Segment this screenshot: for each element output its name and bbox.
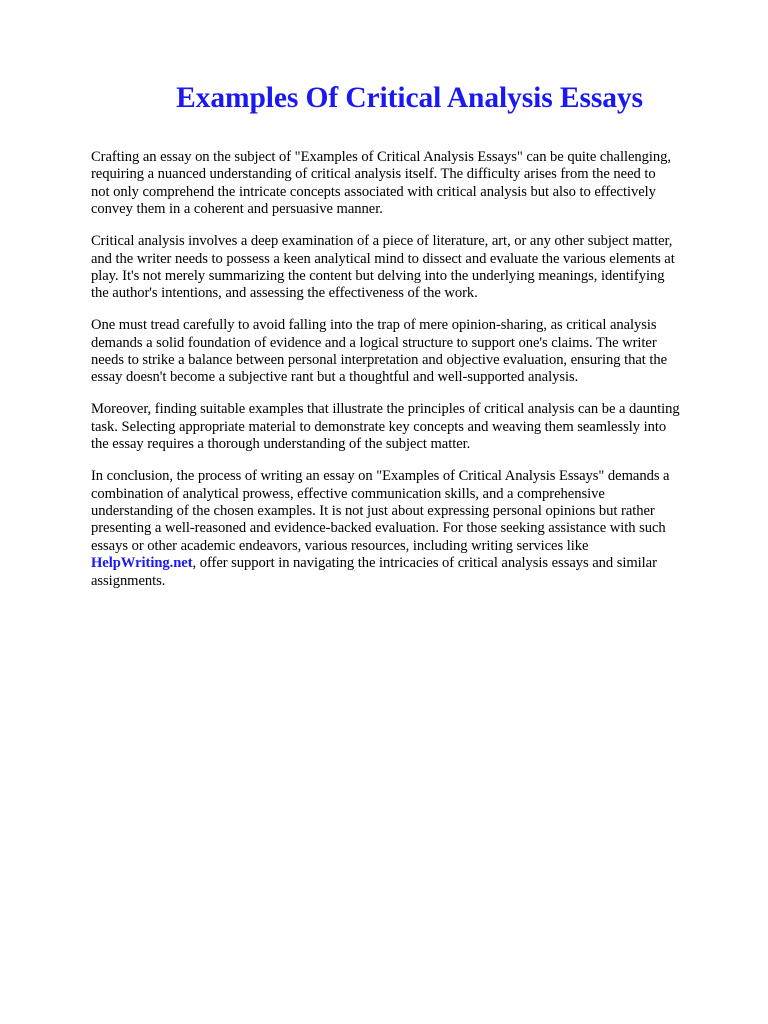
text-line: assignments. (91, 572, 166, 589)
text-line: One must tread carefully to avoid falling into the trap of mere opinion-sharing, as critical analysis (91, 317, 657, 334)
paragraph-4 (91, 401, 753, 453)
helpwriting-link[interactable]: HelpWriting.net (91, 555, 193, 572)
text-line: task. Selecting appropriate material to demonstrate key concepts and weaving them seamlessly into (91, 418, 667, 435)
text-line: demands a solid foundation of evidence and a logical structure to support one's claims. The writer (91, 334, 657, 351)
paragraph-conclusion (91, 468, 753, 590)
link-trailing-text: , offer support in navigating the intricacies of critical analysis essays and similar (192, 555, 657, 572)
text-line: Critical analysis involves a deep examination of a piece of literature, art, or any other subject matter, (91, 233, 673, 250)
paragraph-1 (91, 149, 753, 219)
text-line: the essay requires a thorough understanding of the subject matter. (91, 436, 471, 453)
text-line: requiring a nuanced understanding of critical analysis itself. The difficulty arises from the need to (91, 166, 656, 183)
text-line: Crafting an essay on the subject of "Examples of Critical Analysis Essays" can be quite challenging, (91, 149, 671, 165)
text-line: essay doesn't become a subjective rant but a thoughtful and well-supported analysis. (91, 369, 579, 386)
text-line: play. It's not merely summarizing the content but delving into the underlying meanings, identifying (91, 267, 665, 284)
text-line: presenting a well-reasoned and evidence-backed evaluation. For those seeking assistance with such (91, 520, 666, 537)
text-line: Moreover, finding suitable examples that illustrate the principles of critical analysis can be a daunting (91, 401, 680, 418)
text-line: needs to strike a balance between personal interpretation and objective evaluation, ensuring that the (91, 352, 668, 369)
text-line: and the writer needs to possess a keen analytical mind to dissect and evaluate the various elements at (91, 250, 675, 267)
text-line: not only comprehend the intricate concepts associated with critical analysis but also to effectively (91, 183, 656, 200)
page-title: Examples Of Critical Analysis Essays (176, 82, 643, 114)
text-line: combination of analytical prowess, effective communication skills, and a comprehensive (91, 485, 605, 502)
paragraph-3 (91, 317, 753, 387)
text-line: essays or other academic endeavors, various resources, including writing services like (91, 537, 589, 554)
text-line: convey them in a coherent and persuasive manner. (91, 201, 383, 218)
text-line-with-link (91, 555, 753, 572)
text-line: the author's intentions, and assessing the effectiveness of the work. (91, 285, 478, 302)
text-line: understanding of the chosen examples. It is not just about expressing personal opinions but rather (91, 502, 655, 519)
paragraph-2 (91, 233, 753, 303)
text-line: In conclusion, the process of writing an essay on "Examples of Critical Analysis Essays" demands a (91, 468, 670, 485)
